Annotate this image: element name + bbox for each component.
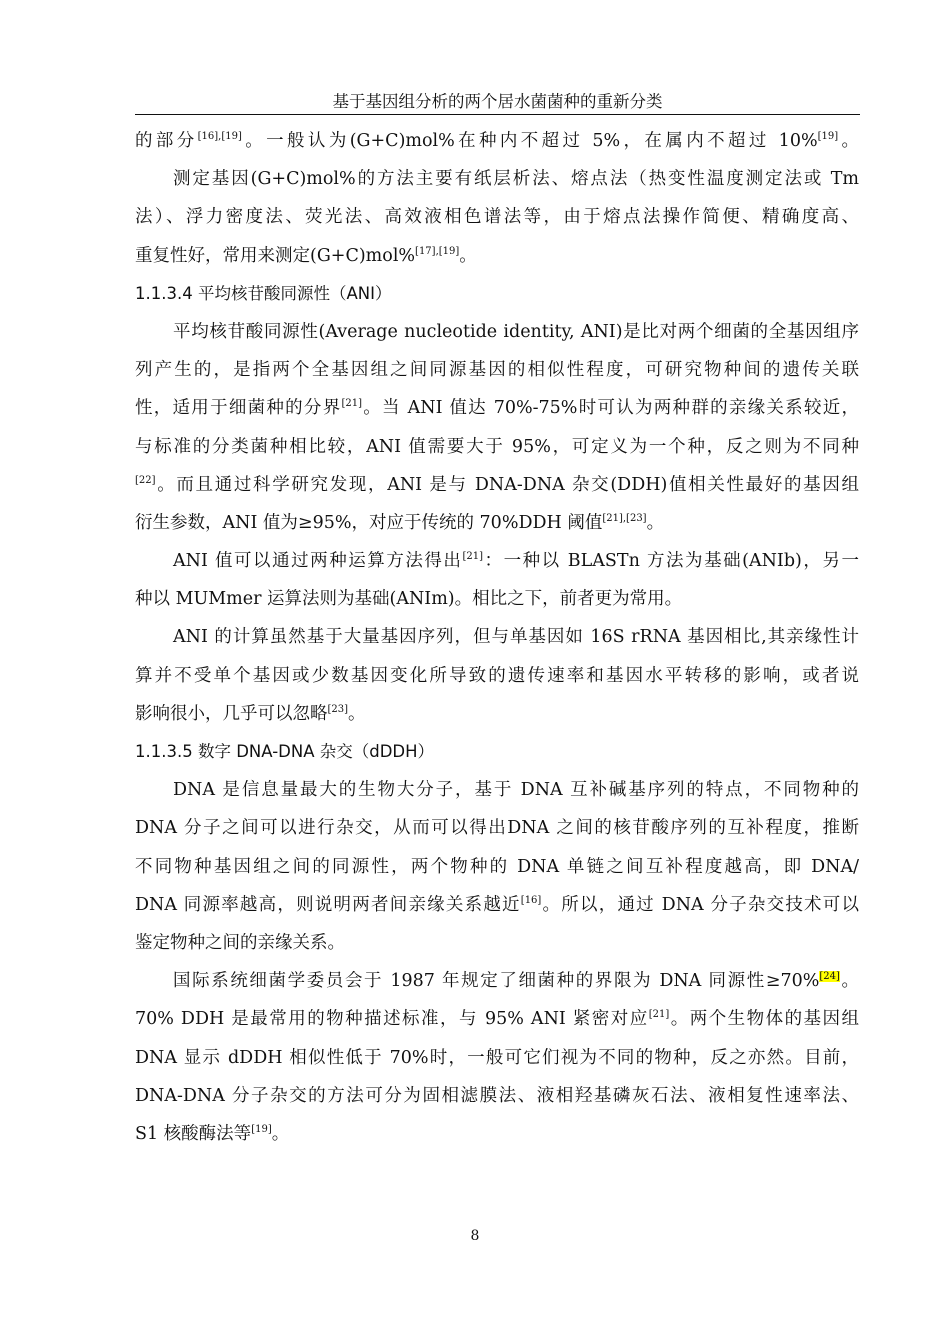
text-run: DNA 是信息量最大的生物大分子，基于 DNA 互补碱基序列的特点，不同物种的: [173, 780, 859, 801]
text-line: [135, 580, 859, 618]
citation-ref: [16],[19]: [197, 131, 242, 142]
text-run: DNA 显示 dDDH 相似性低于 70%时，一般可它们视为不同的物种，反之亦然。目前，: [135, 1047, 859, 1068]
section-heading-1-1-3-5: [135, 733, 859, 771]
text-run: ANI 的计算虽然基于大量基因序列，但与单基因如 16S rRNA 基因相比,其亲缘性计: [173, 627, 859, 648]
text-line: [135, 1039, 859, 1077]
text-line: [135, 1115, 859, 1153]
citation-ref: [19]: [817, 131, 839, 142]
text-run: 测定基因(G+C)mol%的方法主要有纸层析法、熔点法（热变性温度测定法或 Tm: [173, 169, 859, 190]
text-line: [135, 237, 859, 275]
text-run: DNA 同源率越高，则说明两者间亲缘关系越近: [135, 894, 521, 915]
text-run: 国际系统细菌学委员会于 1987 年规定了细菌种的界限为 DNA 同源性≥70%: [173, 971, 820, 992]
text-run: 。: [271, 1123, 290, 1144]
text-run: 与标准的分类菌种相比较，ANI 值需要大于 95%，可定义为一个种，反之则为不同种: [135, 436, 859, 457]
text-run: 。: [646, 512, 665, 533]
text-run: 的部分: [135, 131, 198, 151]
text-line: [135, 504, 859, 542]
text-run: 列产生的，是指两个全基因组之间同源基因的相似性程度，可研究物种间的遗传关联: [135, 360, 859, 381]
citation-ref: [21]: [648, 1009, 670, 1021]
body-text: [135, 122, 859, 1153]
citation-ref: [17],[19]: [415, 245, 460, 257]
text-run: 1.1.3.4 平均核苷酸同源性（ANI）: [135, 283, 392, 303]
citation-ref: [21],[23]: [602, 512, 647, 524]
text-line: [135, 1077, 859, 1115]
text-run: 。: [838, 131, 859, 151]
text-line: [135, 771, 859, 809]
running-header: 基于基因组分析的两个居水菌菌种的重新分类: [332, 92, 663, 111]
text-line: [135, 160, 859, 198]
text-line: [135, 1000, 859, 1038]
citation-ref: [21]: [341, 398, 363, 410]
text-run: 算并不受单个基因或少数基因变化所导致的遗传速率和基因水平转移的影响，或者说: [135, 665, 859, 686]
text-line: [135, 695, 859, 733]
text-run: ：一种以 BLASTn 方法为基础(ANIb)，另一: [483, 551, 859, 572]
text-line: [135, 848, 859, 886]
text-line: [135, 924, 859, 962]
text-run: 。: [839, 971, 859, 992]
citation-ref: [24]: [819, 971, 840, 983]
text-run: 。而且通过科学研究发现，ANI 是与 DNA-DNA 杂交(DDH)值相关性最好的基因组: [155, 474, 859, 495]
text-run: 重复性好，常用来测定(G+C)mol%: [135, 245, 416, 266]
text-line: [135, 198, 859, 236]
text-run: 1.1.3.5 数字 DNA-DNA 杂交（dDDH）: [135, 742, 435, 761]
header-rule: [135, 114, 860, 115]
citation-ref: [23]: [327, 703, 349, 715]
text-run: 不同物种基因组之间的同源性，两个物种的 DNA 单链之间互补程度越高，即 DNA/: [135, 856, 859, 877]
text-run: DNA 分子之间可以进行杂交，从而可以得出DNA 之间的核苷酸序列的互补程度，推断: [135, 818, 859, 839]
text-run: DNA-DNA 分子杂交的方法可分为固相滤膜法、液相羟基磷灰石法、液相复性速率法、: [135, 1085, 859, 1106]
text-run: 。一般认为(G+C)mol%在种内不超过 5%，在属内不超过 10%: [241, 131, 818, 151]
text-line: [135, 809, 859, 847]
text-run: 。当 ANI 值达 70%-75%时可认为两种群的亲缘关系较近，: [362, 398, 859, 419]
text-line: [135, 428, 859, 466]
text-run: 。: [348, 703, 366, 724]
text-run: 。所以，通过 DNA 分子杂交技术可以: [541, 894, 859, 915]
text-run: 衍生参数，ANI 值为≥95%，对应于传统的 70%DDH 阈值: [135, 512, 603, 533]
text-run: 性，适用于细菌种的分界: [135, 398, 342, 419]
text-line: [135, 962, 859, 1000]
text-line: [135, 313, 859, 351]
text-line: [135, 389, 859, 427]
citation-ref: [16]: [520, 894, 542, 906]
text-line: [135, 618, 859, 656]
citation-ref: [22]: [135, 474, 156, 486]
page-number: 8: [470, 1228, 480, 1244]
text-run: 。: [459, 245, 477, 266]
text-run: 70% DDH 是最常用的物种描述标准，与 95% ANI 紧密对应: [135, 1009, 649, 1030]
section-heading-1-1-3-4: [135, 275, 859, 313]
text-line: [135, 351, 859, 389]
text-line: [135, 542, 859, 580]
citation-ref: [21]: [462, 551, 483, 563]
text-run: ANI 值可以通过两种运算方法得出: [173, 551, 463, 572]
text-run: 法）、浮力密度法、荧光法、高效液相色谱法等，由于熔点法操作简便、精确度高、: [135, 207, 859, 228]
text-run: 鉴定物种之间的亲缘关系。: [135, 932, 345, 953]
text-run: S1 核酸酶法等: [135, 1123, 252, 1144]
citation-ref: [19]: [251, 1123, 272, 1135]
text-line: [135, 466, 859, 504]
text-run: 平均核苷酸同源性(Average nucleotide identity, ANI)是比对两个细菌的全基因组序: [173, 321, 859, 342]
text-line: [135, 122, 859, 160]
text-run: 影响很小，几乎可以忽略: [135, 703, 328, 724]
text-run: 。两个生物体的基因组: [669, 1009, 859, 1030]
text-line: [135, 886, 859, 924]
text-line: [135, 657, 859, 695]
text-run: 种以 MUMmer 运算法则为基础(ANIm)。相比之下，前者更为常用。: [135, 589, 683, 610]
